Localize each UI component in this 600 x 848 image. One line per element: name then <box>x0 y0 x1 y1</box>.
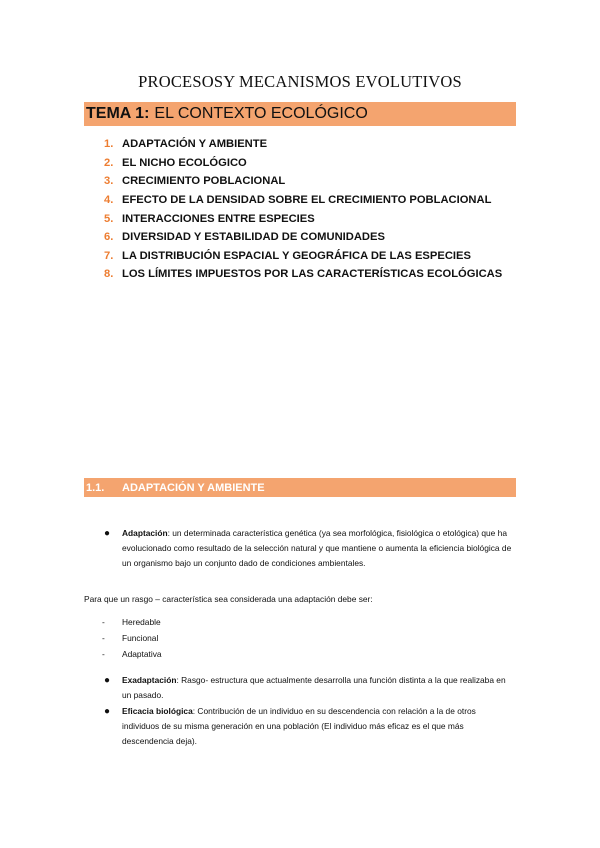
section-number: 1.1. <box>86 481 105 494</box>
toc-label: ADAPTACIÓN Y AMBIENTE <box>122 138 268 151</box>
toc-label: EFECTO DE LA DENSIDAD SOBRE EL CRECIMIENTO POBLACIONAL <box>122 194 492 207</box>
bullet-exadaptacion <box>104 673 514 703</box>
list-item <box>102 614 162 630</box>
bullet-text <box>104 526 514 572</box>
toc-number: 7. <box>104 249 114 262</box>
toc-number: 2. <box>104 156 114 169</box>
term: Exadaptación <box>122 675 177 685</box>
toc-number: 6. <box>104 231 114 244</box>
tema-text: EL CONTEXTO ECOLÓGICO <box>154 105 368 122</box>
toc-label: DIVERSIDAD Y ESTABILIDAD DE COMUNIDADES <box>122 231 385 244</box>
toc-number: 1. <box>104 138 114 151</box>
tema-heading <box>84 102 516 126</box>
bullet-icon: ● <box>104 528 111 539</box>
tema-label: TEMA 1: <box>86 105 150 122</box>
list-item-label: Adaptativa <box>122 649 162 659</box>
toc-number: 3. <box>104 175 114 188</box>
toc-label: EL NICHO ECOLÓGICO <box>122 156 247 169</box>
dash-icon: - <box>102 617 105 627</box>
toc-item <box>104 209 502 228</box>
list-item <box>102 646 162 662</box>
paragraph: Para que un rasgo – característica sea considerada una adaptación debe ser: <box>84 594 373 604</box>
toc-number: 5. <box>104 212 114 225</box>
list-item <box>102 630 162 646</box>
toc-label: LA DISTRIBUCIÓN ESPACIAL Y GEOGRÁFICA DE LAS ESPECIES <box>122 249 471 262</box>
bullet-icon: ● <box>104 706 111 717</box>
dash-icon: - <box>102 649 105 659</box>
toc-item <box>104 172 502 191</box>
bullet-icon: ● <box>104 675 111 686</box>
toc-label: LOS LÍMITES IMPUESTOS POR LAS CARACTERÍSTICAS ECOLÓGICAS <box>122 268 503 281</box>
bullet-adaptacion <box>104 526 514 572</box>
toc-item <box>104 265 502 284</box>
toc-label: CRECIMIENTO POBLACIONAL <box>122 175 286 188</box>
bullet-text <box>104 673 514 703</box>
definition: : Contribución de un individuo en su descendencia con relación a la de otros individuos de su misma generación en una población (El individuo más eficaz es el que más descendencia deja). <box>122 706 476 747</box>
definition: : un determinada característica genética (ya sea morfológica, fisiológica o etológica) que ha evolucionado como resultado de la selección natural y que mantiene o aumenta la eficiencia biológica de un organismo bajo un conjunto dado de condiciones ambientales. <box>122 528 512 569</box>
bullet-eficacia <box>104 704 514 750</box>
bullet-text <box>104 704 514 750</box>
toc-label: INTERACCIONES ENTRE ESPECIES <box>122 212 315 225</box>
toc-number: 8. <box>104 268 114 281</box>
requirements-list <box>102 614 162 662</box>
toc-item <box>104 247 502 266</box>
dash-icon: - <box>102 633 105 643</box>
list-item-label: Heredable <box>122 617 161 627</box>
toc-item <box>104 228 502 247</box>
toc-item <box>104 191 502 210</box>
section-title: ADAPTACIÓN Y AMBIENTE <box>122 481 265 494</box>
section-heading <box>84 478 516 497</box>
table-of-contents <box>104 135 502 284</box>
term: Adaptación <box>122 528 168 538</box>
toc-item <box>104 154 502 173</box>
document-title: PROCESOSY MECANISMOS EVOLUTIVOS <box>138 72 462 91</box>
toc-item <box>104 135 502 154</box>
definition: : Rasgo- estructura que actualmente desarrolla una función distinta a la que realizaba en un pasado. <box>122 675 506 701</box>
list-item-label: Funcional <box>122 633 159 643</box>
term: Eficacia biológica <box>122 706 193 716</box>
toc-number: 4. <box>104 194 114 207</box>
